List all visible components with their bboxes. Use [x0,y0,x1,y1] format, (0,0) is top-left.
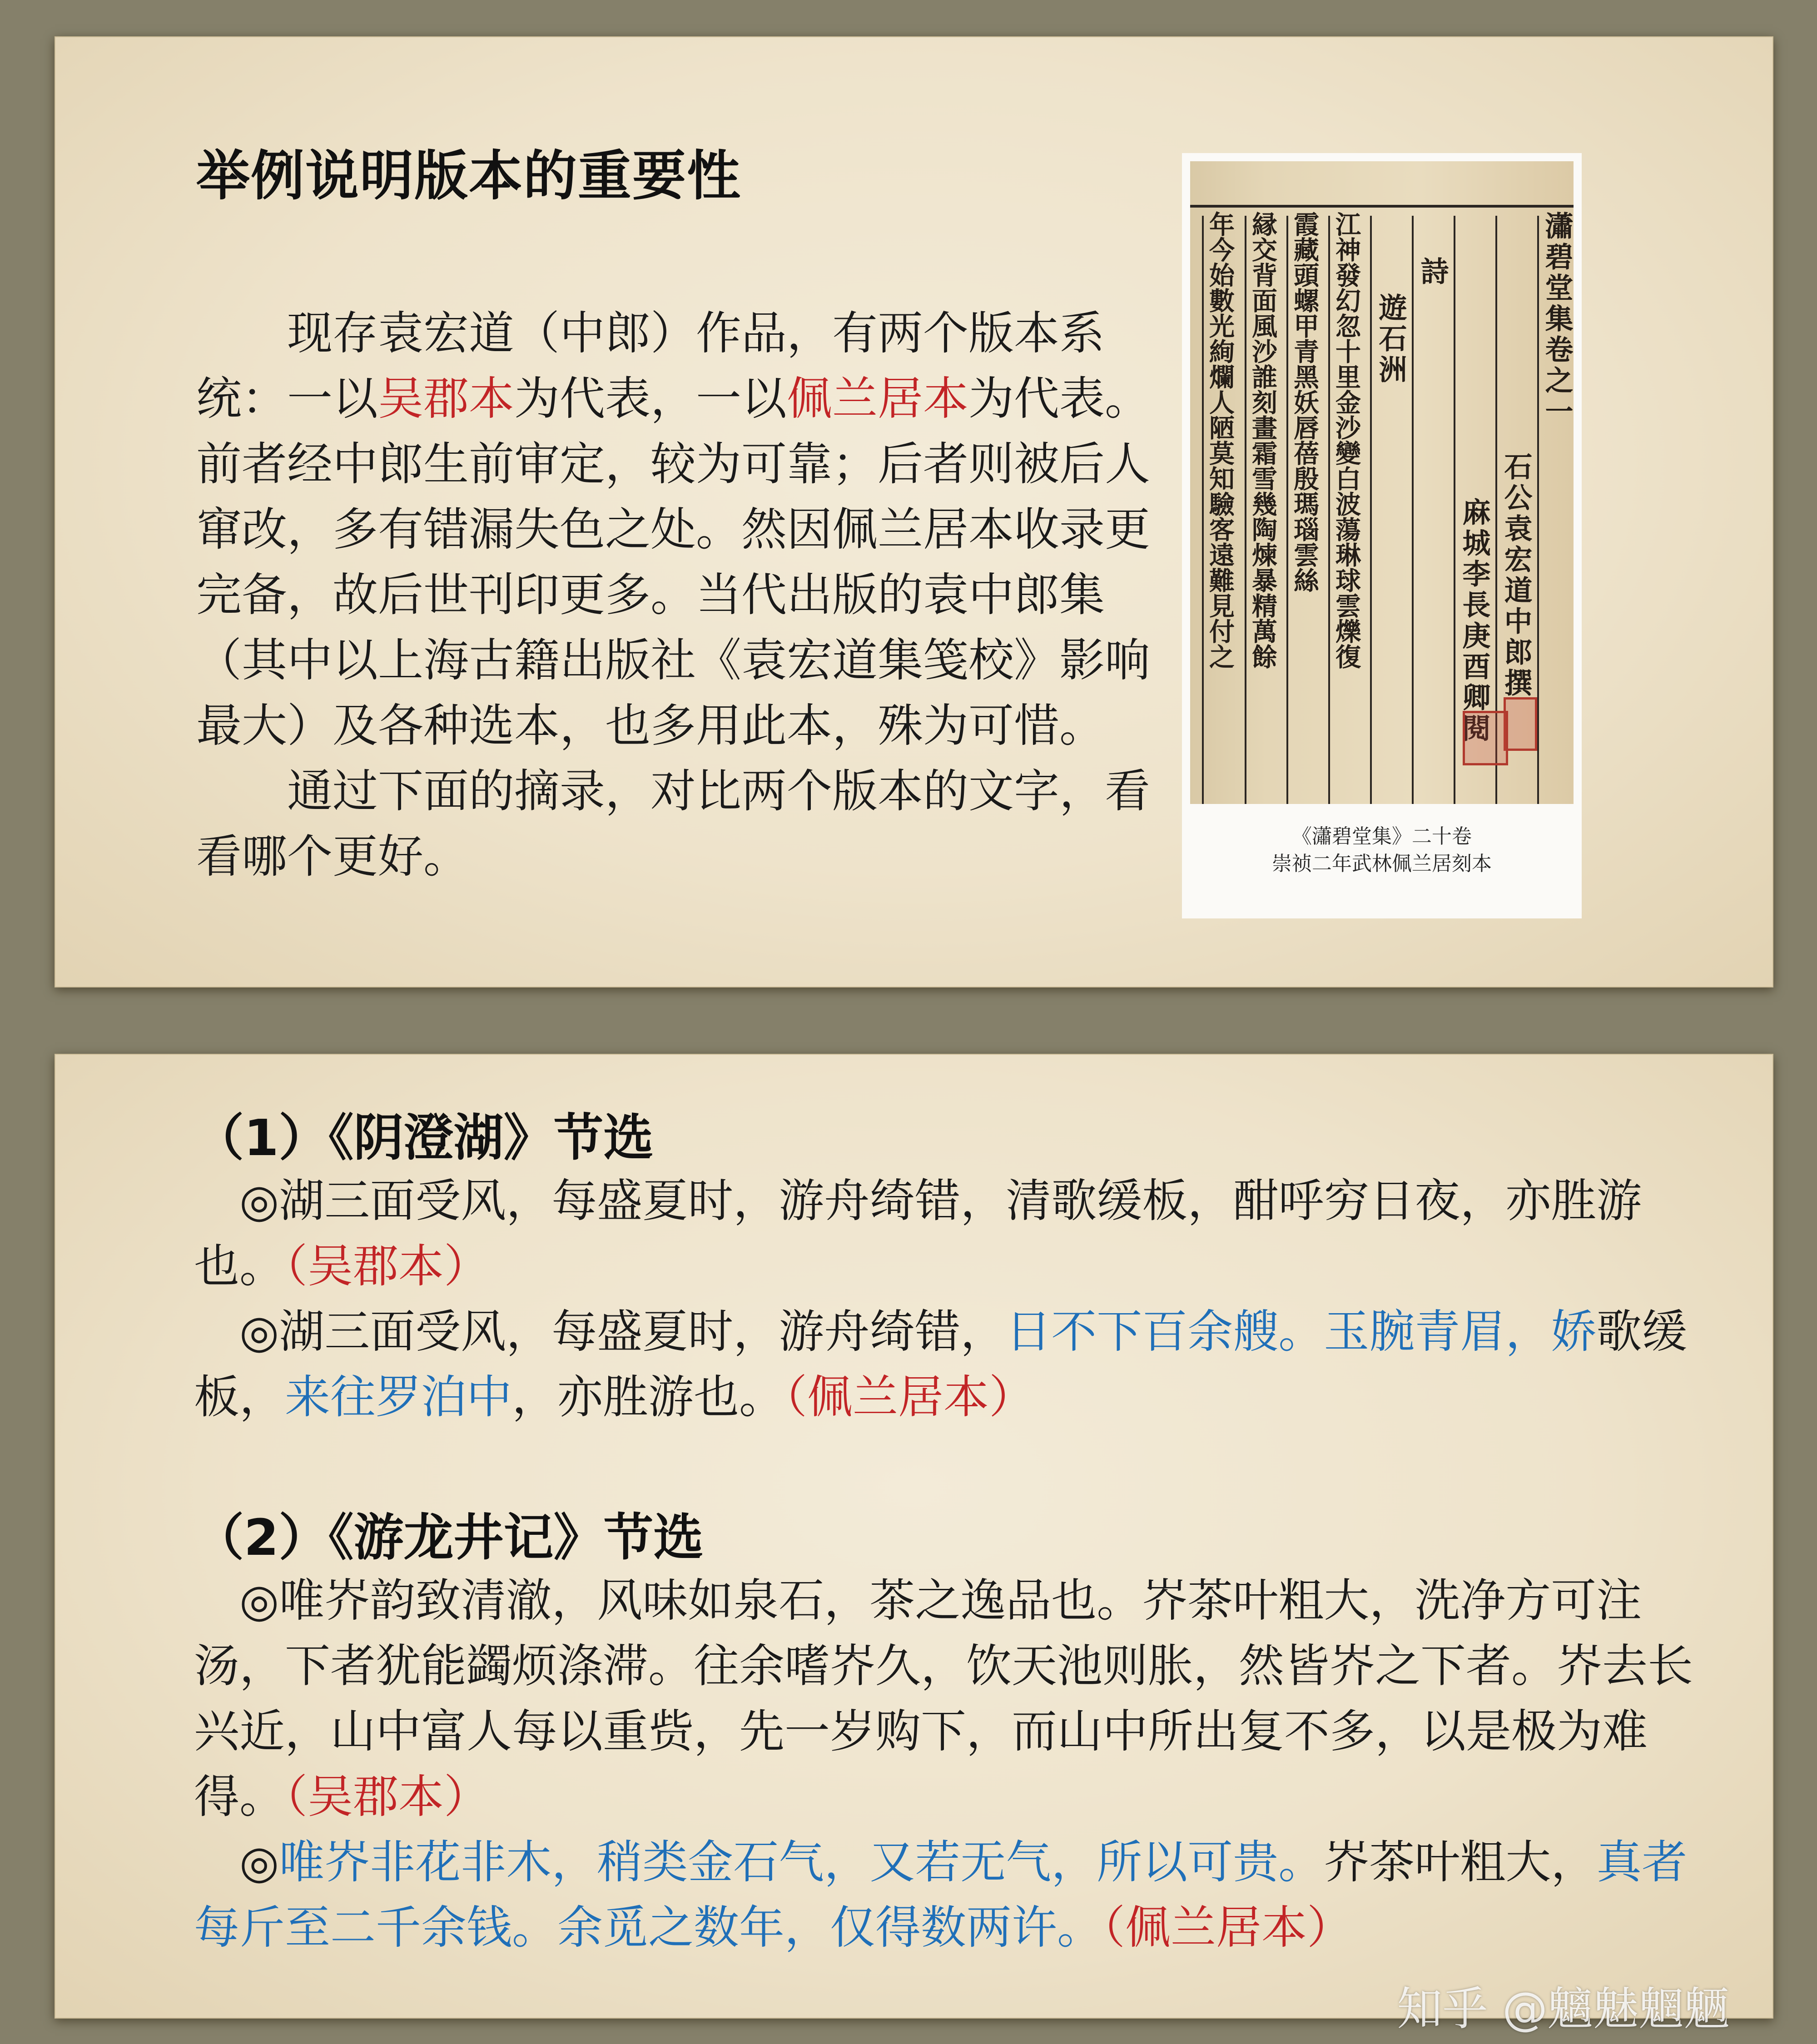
book-column-2: 石公袁宏道中郎撰 [1499,452,1533,699]
intro-card [55,36,1773,987]
red-seal-stamp [1504,697,1537,751]
caption-line-2: 崇祯二年武林佩兰居刻本 [1272,852,1492,875]
figure-caption [1182,823,1582,878]
peilan-edition-mention: 佩兰居本 [787,372,968,425]
column-rule [1286,216,1288,804]
column-rule [1370,216,1372,804]
red-seal-stamp [1463,711,1508,765]
changed-text-highlight: 来往罗泊中 [285,1370,512,1424]
intro-text-part: 现存袁宏道（中郎）作品，有两个版本系统：一以 [196,307,1105,425]
intro-paragraph-1 [196,301,1168,759]
peilan-excerpt-1 [194,1299,1707,1430]
excerpt-text: ◎唯岕韵致清澈，风味如泉石，茶之逸品也。岕茶叶粗大，洗净方可注汤，下者犹能蠲烦涤滞。往余嗜岕久，饮天池则胀，然皆岕之下者。岕去长兴近，山中富人每以重赀，先一岁购下，而山中所出复不多，以是极为难得。 [194,1574,1693,1823]
section-2-heading: （2）《游龙井记》节选 [194,1508,704,1567]
wujun-edition-label: （吴郡本） [285,1240,489,1293]
section-2-body [194,1568,1707,1960]
intro-title: 举例说明版本的重要性 [196,144,742,207]
book-column-7: 霞藏頭螺甲青黑妖唇蓓殷瑪瑙雲絲 [1290,211,1320,593]
book-column-5: 遊石洲 [1374,293,1407,386]
section-1-body [194,1168,1707,1430]
column-rule [1245,216,1246,804]
column-rule [1202,216,1204,804]
excerpts-card [55,1054,1773,2035]
intro-paragraph-2: 通过下面的摘录，对比两个版本的文字，看看哪个更好。 [196,764,1150,883]
changed-text-highlight: 日不下百余艘。玉腕青眉，娇 [1006,1305,1597,1358]
wujun-edition-mention: 吴郡本 [378,372,514,425]
excerpt-text: ◎湖三面受风，每盛夏时，游舟绮错， [239,1305,1006,1358]
changed-text-highlight: 真者每斤至二千余钱。余觅之数年，仅得数两许。 [194,1836,1688,1954]
book-column-8: 縁交背面風沙誰刻畫霜雪幾陶煉暴精萬餘 [1248,211,1278,669]
wujun-edition-label: （吴郡本） [285,1770,489,1823]
column-rule [1412,216,1414,804]
wujun-excerpt-2 [194,1568,1707,1830]
caption-line-1: 《瀟碧堂集》二十卷 [1292,825,1472,848]
peilan-excerpt-2 [194,1830,1707,1960]
peilan-edition-label: （佩兰居本） [784,1370,1034,1424]
column-rule [1537,216,1539,804]
zhihu-watermark: 知乎 @魑魅魍魉 [1397,1982,1729,2035]
excerpt-text: 岕茶叶粗大， [1324,1836,1597,1889]
book-column-1: 瀟碧堂集卷之一 [1540,211,1574,427]
book-column-9: 年今始數光絢爛人陋莫知驗客遠難見付之 [1205,211,1235,669]
excerpt-text: ，亦胜游也。 [512,1370,784,1424]
intro-text-part: 为代表。前者经中郎生前审定，较为可靠；后者则被后人窜改，多有错漏失色之处。然因佩兰居本收录更完备，故后世刊印更多。当代出版的袁中郎集（其中以上海古籍出版社《袁宏道集笺校》影响最大）及各种选本，也多用此本，殊为可惜。 [196,372,1150,752]
page-border-rule [1190,205,1574,208]
column-rule [1454,216,1455,804]
book-page-figure [1182,153,1582,918]
excerpt-text: ◎湖三面受风，每盛夏时，游舟绮错，清歌缓板，酣呼穷日夜，亦胜游也。 [194,1174,1642,1293]
intro-body [196,301,1168,889]
peilan-edition-label: （佩兰居本） [1102,1901,1352,1954]
book-column-4: 詩 [1416,257,1449,288]
wujun-excerpt-1 [194,1168,1707,1299]
intro-text-part: 为代表，一以 [514,372,787,425]
column-rule [1328,216,1330,804]
section-1-heading: （1）《阴澄湖》节选 [194,1109,654,1167]
changed-text-highlight: 唯岕非花非木，稍类金石气，又若无气，所以可贵。 [279,1836,1324,1889]
excerpt-text: 歌缓板， [194,1305,1688,1424]
book-column-3: 麻城李長庚酉卿閱 [1458,497,1491,744]
excerpt-text: ◎ [239,1836,279,1889]
book-page-image [1190,161,1574,804]
book-column-6: 江神發幻忽十里金沙變白波蕩琳球雲爍復 [1331,211,1361,669]
